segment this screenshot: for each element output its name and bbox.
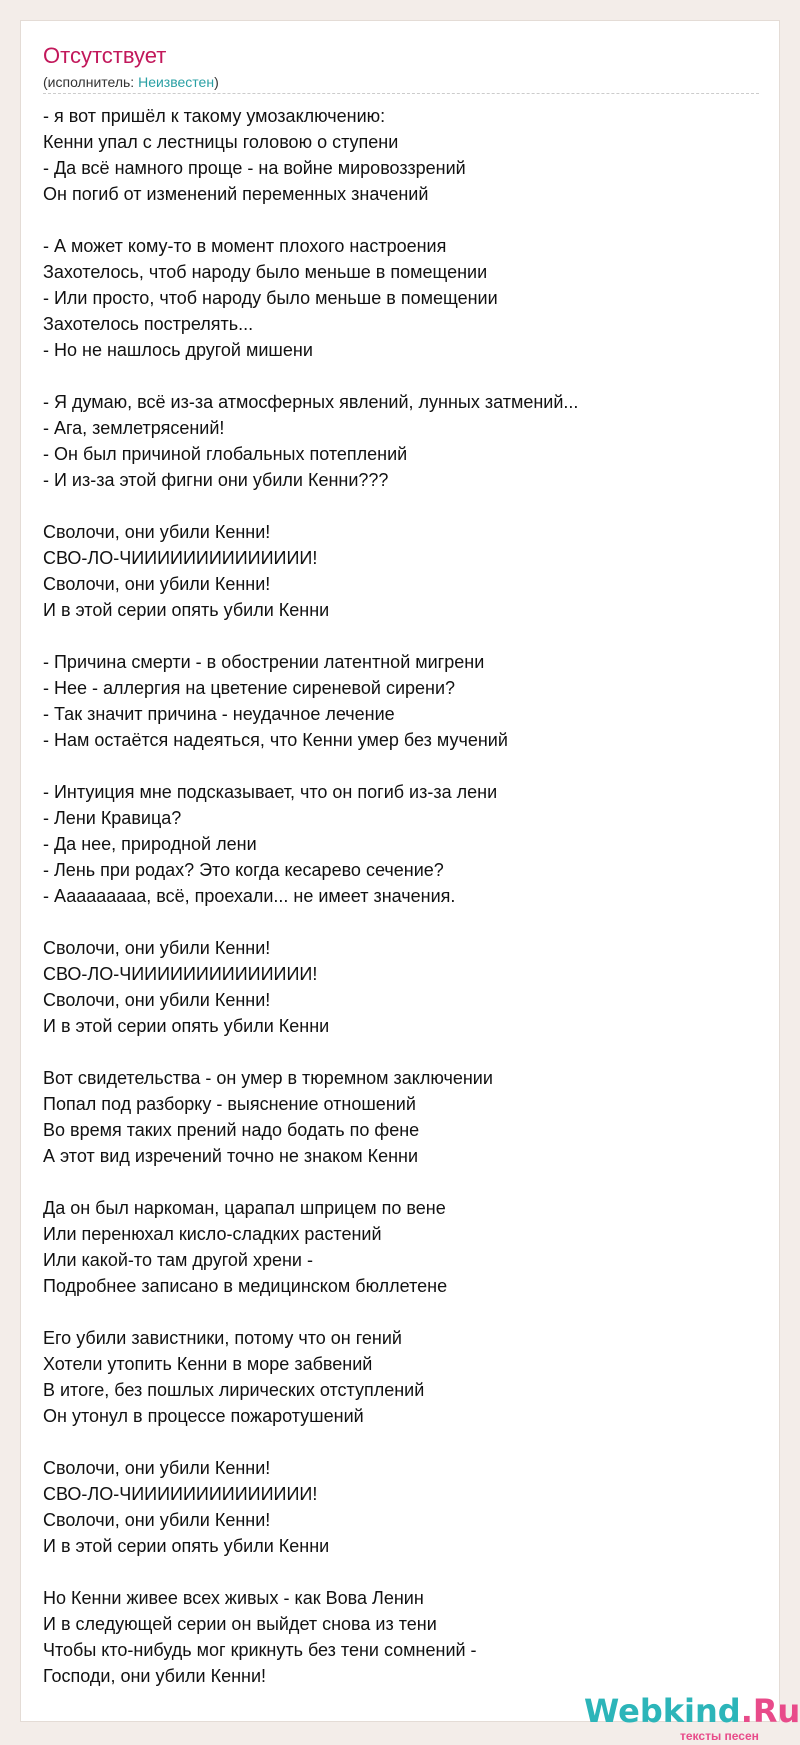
lyric-line: Сволочи, они убили Кенни! bbox=[43, 522, 271, 542]
lyric-line: СВО-ЛО-ЧИИИИИИИИИИИИИИ! bbox=[43, 1484, 318, 1504]
lyric-line: Захотелось пострелять... bbox=[43, 314, 254, 334]
artist-link[interactable]: Неизвестен bbox=[138, 74, 215, 90]
lyric-line: СВО-ЛО-ЧИИИИИИИИИИИИИИ! bbox=[43, 964, 318, 984]
lyric-line: В итоге, без пошлых лирических отступлений bbox=[43, 1380, 425, 1400]
lyric-line: Сволочи, они убили Кенни! bbox=[43, 1510, 271, 1530]
lyric-line: - Да нее, природной лени bbox=[43, 834, 257, 854]
lyric-line: - И из-за этой фигни они убили Кенни??? bbox=[43, 470, 389, 490]
lyric-line: Да он был наркоман, царапал шприцем по вене bbox=[43, 1198, 446, 1218]
lyric-blank-line bbox=[43, 909, 759, 935]
lyric-line: Кенни упал с лестницы головою о ступени bbox=[43, 132, 399, 152]
lyric-line: - Так значит причина - неудачное лечение bbox=[43, 704, 395, 724]
logo-wordmark bbox=[584, 1691, 800, 1731]
lyric-line: И в этой серии опять убили Кенни bbox=[43, 600, 330, 620]
lyric-line: - Причина смерти - в обострении латентной мигрени bbox=[43, 652, 485, 672]
lyric-line: Сволочи, они убили Кенни! bbox=[43, 938, 271, 958]
lyric-line: Или перенюхал кисло-сладких растений bbox=[43, 1224, 382, 1244]
lyric-blank-line bbox=[43, 1429, 759, 1455]
lyric-blank-line bbox=[43, 1559, 759, 1585]
header-divider bbox=[43, 93, 759, 94]
lyric-line: - Лени Кравица? bbox=[43, 808, 182, 828]
lyric-line: Он погиб от изменений переменных значений bbox=[43, 184, 429, 204]
lyric-line: - А может кому-то в момент плохого настроения bbox=[43, 236, 447, 256]
lyric-line: Во время таких прений надо бодать по фене bbox=[43, 1120, 420, 1140]
lyric-blank-line bbox=[43, 753, 759, 779]
lyric-line: Его убили завистники, потому что он гений bbox=[43, 1328, 402, 1348]
lyric-line: - я вот пришёл к такому умозаключению: bbox=[43, 106, 386, 126]
lyric-line: А этот вид изречений точно не знаком Кенни bbox=[43, 1146, 419, 1166]
lyric-line: И в этой серии опять убили Кенни bbox=[43, 1016, 330, 1036]
lyric-line: И в следующей серии он выйдет снова из тени bbox=[43, 1614, 437, 1634]
lyric-blank-line bbox=[43, 623, 759, 649]
lyric-line: СВО-ЛО-ЧИИИИИИИИИИИИИИ! bbox=[43, 548, 318, 568]
lyric-line: - Ага, землетрясений! bbox=[43, 418, 225, 438]
lyric-line: - Нее - аллергия на цветение сиреневой сирени? bbox=[43, 678, 456, 698]
lyric-line: - Нам остаётся надеяться, что Кенни умер без мучений bbox=[43, 730, 508, 750]
lyric-line: - Интуиция мне подсказывает, что он погиб из-за лени bbox=[43, 782, 498, 802]
lyric-line: Сволочи, они убили Кенни! bbox=[43, 574, 271, 594]
lyric-blank-line bbox=[43, 1299, 759, 1325]
lyric-line: Сволочи, они убили Кенни! bbox=[43, 1458, 271, 1478]
site-logo[interactable] bbox=[584, 1691, 800, 1745]
lyric-line: - Ааааааааа, всё, проехали... не имеет значения. bbox=[43, 886, 456, 906]
lyric-line: - Я думаю, всё из-за атмосферных явлений, лунных затмений... bbox=[43, 392, 579, 412]
lyrics-body bbox=[43, 103, 759, 1689]
lyric-line: - Или просто, чтоб народу было меньше в помещении bbox=[43, 288, 498, 308]
lyric-line: - Он был причиной глобальных потеплений bbox=[43, 444, 408, 464]
lyric-line: Захотелось, чтоб народу было меньше в помещении bbox=[43, 262, 488, 282]
lyric-line: Но Кенни живее всех живых - как Вова Ленин bbox=[43, 1588, 424, 1608]
artist-suffix: ) bbox=[214, 74, 219, 90]
lyric-blank-line bbox=[43, 363, 759, 389]
lyric-line: - Лень при родах? Это когда кесарево сечение? bbox=[43, 860, 444, 880]
lyrics-card bbox=[20, 20, 800, 1743]
logo-name: Webkind bbox=[584, 1692, 741, 1730]
lyric-line: Попал под разборку - выяснение отношений bbox=[43, 1094, 416, 1114]
lyric-line: Господи, они убили Кенни! bbox=[43, 1666, 267, 1686]
lyric-line: Хотели утопить Кенни в море забвений bbox=[43, 1354, 373, 1374]
artist-prefix: (исполнитель: bbox=[43, 74, 139, 90]
lyric-blank-line bbox=[43, 207, 759, 233]
logo-tagline: тексты песен bbox=[680, 1729, 759, 1743]
logo-domain: .Ru bbox=[740, 1692, 800, 1730]
lyric-blank-line bbox=[43, 493, 759, 519]
lyric-line: - Но не нашлось другой мишени bbox=[43, 340, 313, 360]
lyric-line: - Да всё намного проще - на войне мировоззрений bbox=[43, 158, 466, 178]
lyric-line: Или какой-то там другой хрени - bbox=[43, 1250, 313, 1270]
lyric-blank-line bbox=[43, 1169, 759, 1195]
artist-line bbox=[43, 73, 219, 91]
lyric-line: Подробнее записано в медицинском бюллетене bbox=[43, 1276, 448, 1296]
lyric-line: Чтобы кто-нибудь мог крикнуть без тени сомнений - bbox=[43, 1640, 477, 1660]
lyric-line: Сволочи, они убили Кенни! bbox=[43, 990, 271, 1010]
lyric-blank-line bbox=[43, 1039, 759, 1065]
song-title: Отсутствует bbox=[43, 43, 167, 68]
lyric-line: Он утонул в процессе пожаротушений bbox=[43, 1406, 364, 1426]
lyric-line: Вот свидетельства - он умер в тюремном заключении bbox=[43, 1068, 493, 1088]
lyric-line: И в этой серии опять убили Кенни bbox=[43, 1536, 330, 1556]
